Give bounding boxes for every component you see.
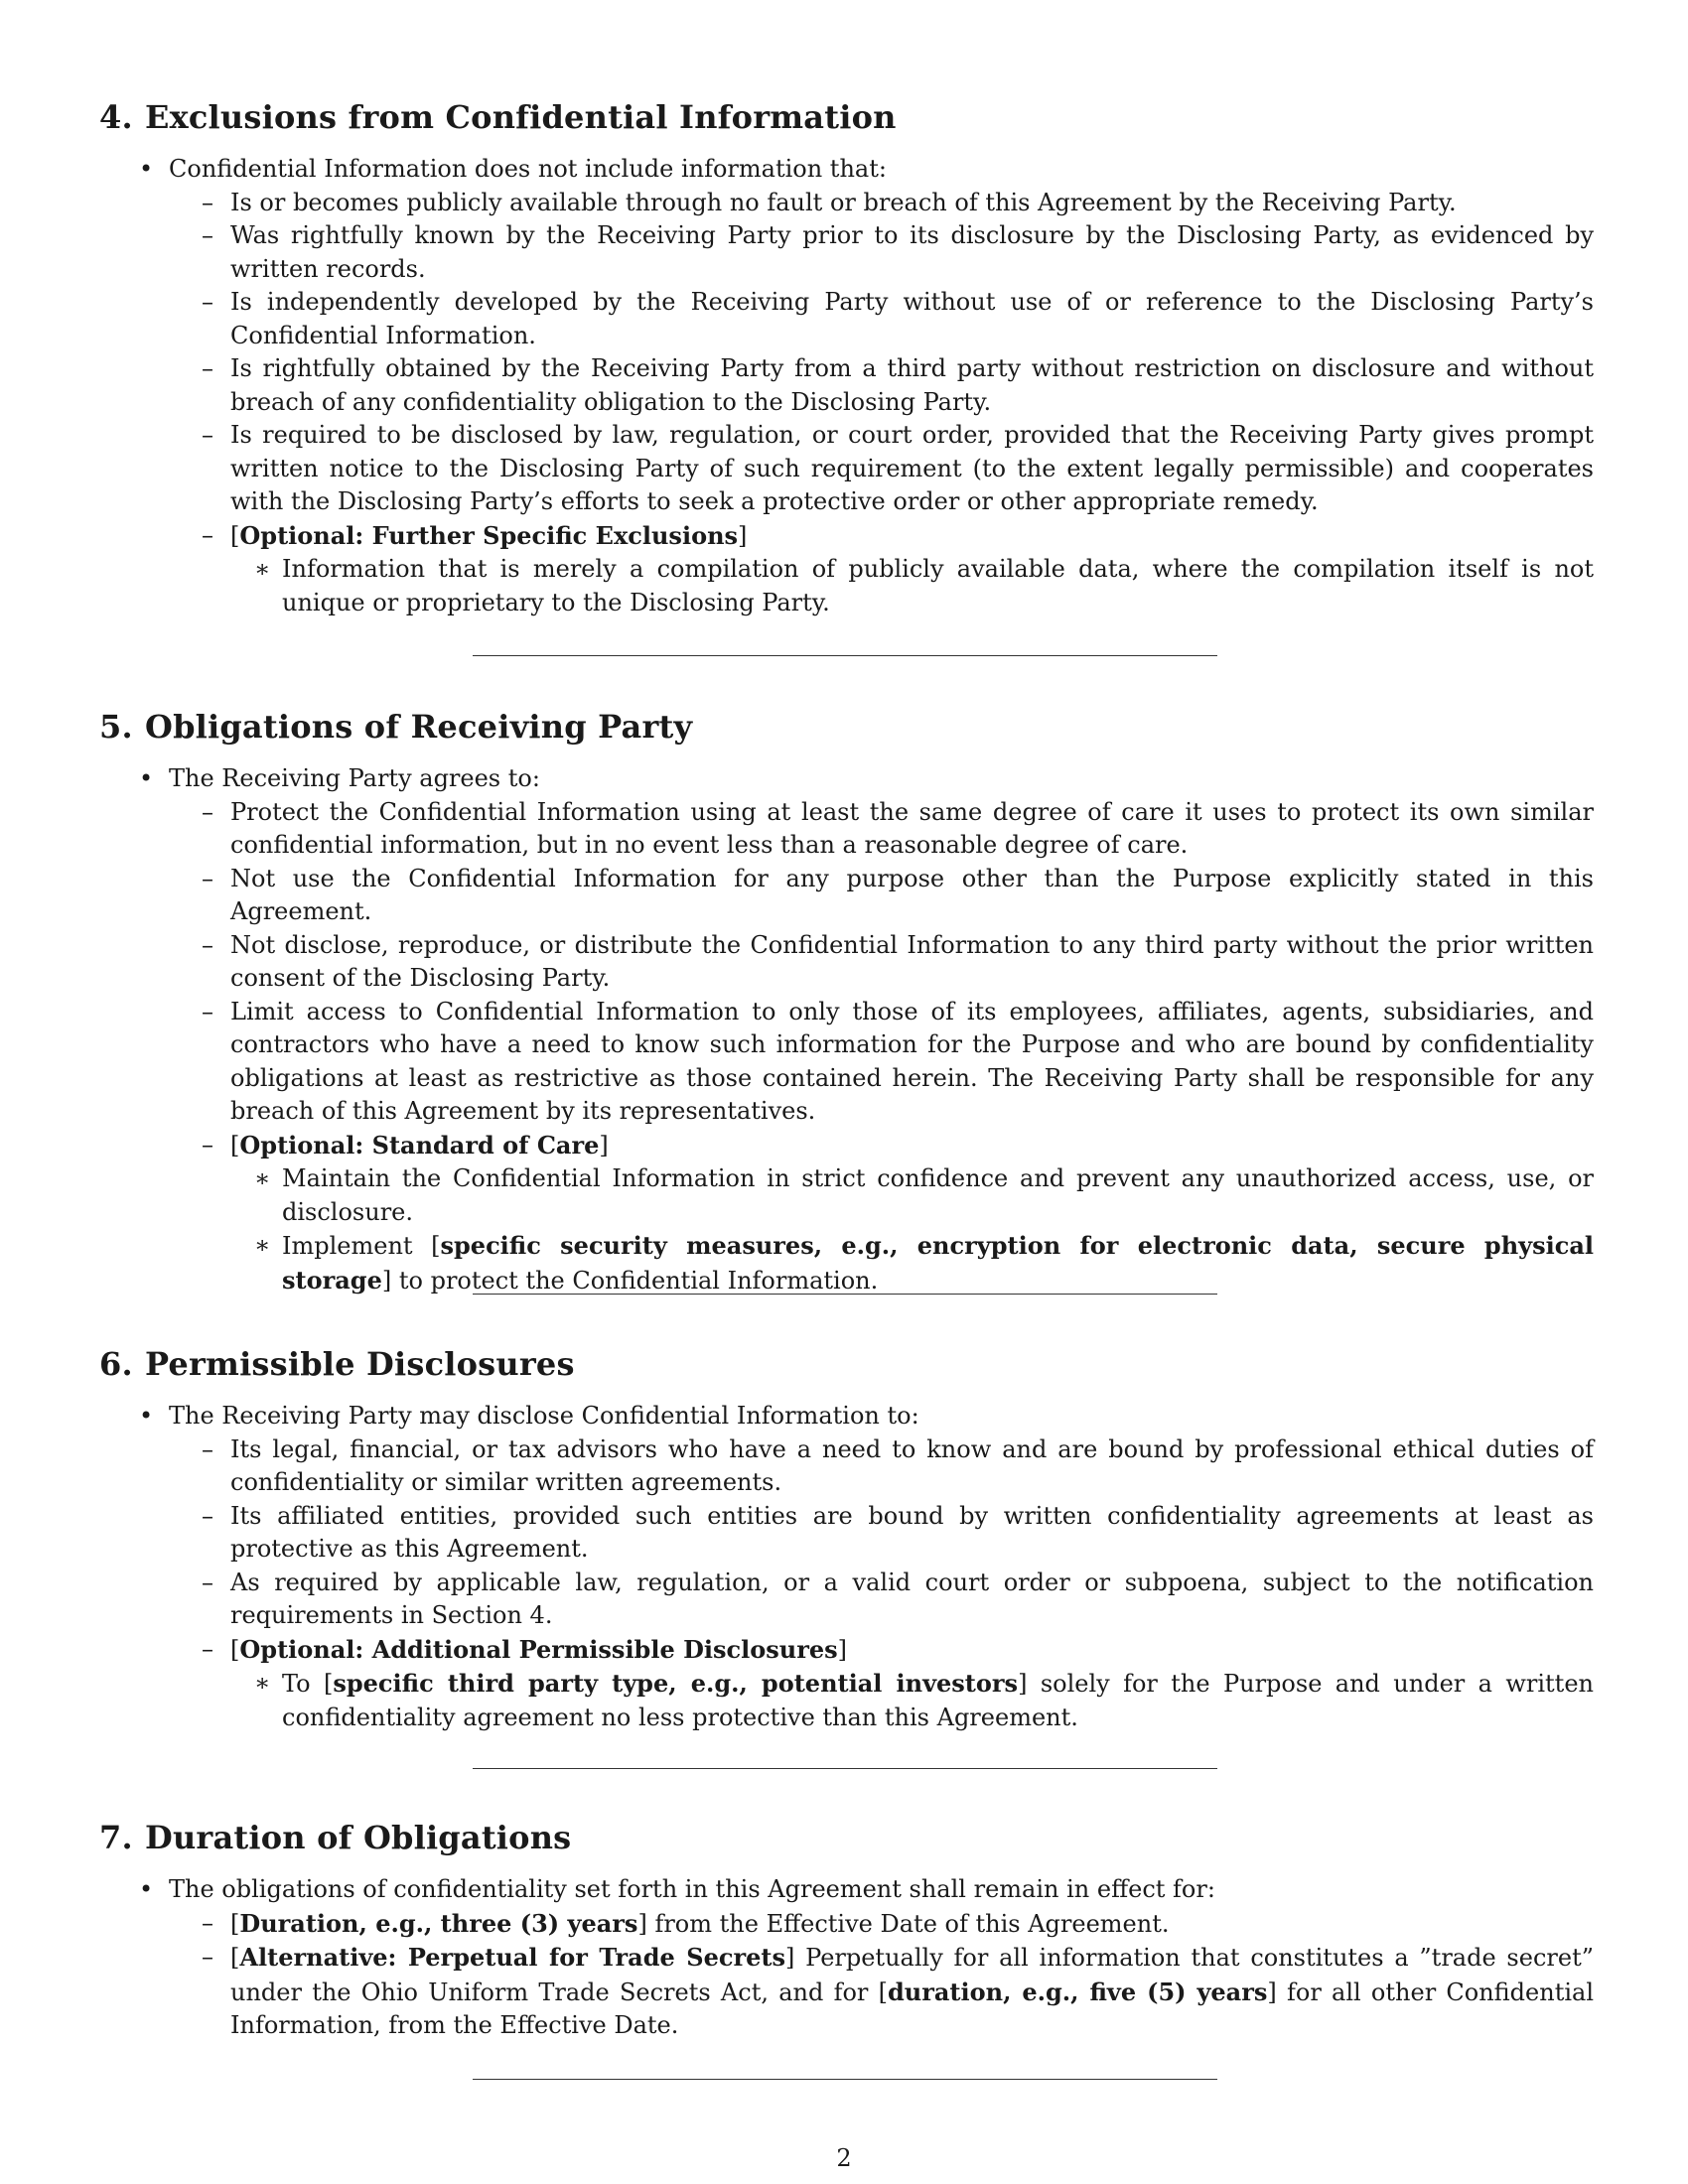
item-text: Its affiliated entities, provided such entities are bound by written confidentiality agreements at least as protective as this Agreement. (230, 1501, 1594, 1563)
sub-item-text: Information that is merely a compilation of publicly available data, where the compilation itself is not unique or proprietary to the Disclosing Party. (282, 555, 1594, 616)
sub-item-text: Implement (282, 1232, 432, 1260)
asterisk-icon: ∗ (254, 1231, 271, 1259)
bullet-icon: • (139, 1875, 154, 1903)
dash-icon: – (202, 354, 213, 382)
placeholder-term: duration, e.g., five (5) years (887, 1977, 1268, 2006)
page-number: 2 (836, 2144, 852, 2172)
list-item (169, 996, 1594, 1129)
bullet-item (99, 1400, 1594, 1734)
item-text: Is independently developed by the Receiving Party without use of or reference to the Disclosing Party’s Confidential Information. (230, 288, 1594, 349)
bullet-icon: • (139, 764, 154, 792)
sub-list (230, 1162, 1594, 1297)
asterisk-icon: ∗ (254, 1669, 271, 1697)
section-heading (99, 707, 1594, 747)
dash-icon: – (202, 930, 213, 959)
horizontal-rule (473, 1294, 1217, 1295)
placeholder-term: Duration, e.g., three (3) years (239, 1908, 638, 1938)
alternative-label: Alternative: Perpetual for Trade Secrets (239, 1943, 785, 1972)
dash-icon: – (202, 520, 213, 549)
section-6 (99, 1344, 1594, 1734)
dash-icon: – (202, 188, 213, 216)
placeholder-term: specific security measures, e.g., encryption for electronic data, secure physical storage (282, 1231, 1594, 1295)
list-item (169, 1567, 1594, 1633)
dash-list (169, 1907, 1594, 2043)
item-text: Is or becomes publicly available through no fault or breach of this Agreement by the Receiving Party. (230, 188, 1457, 216)
bullet-intro: Confidential Information does not include information that: (169, 155, 887, 183)
dash-icon: – (202, 1634, 213, 1663)
list-item (169, 863, 1594, 929)
sub-item-text: To (282, 1670, 324, 1698)
sub-list-item (230, 553, 1594, 619)
section-number: 6. (99, 1345, 133, 1383)
sub-list (230, 553, 1594, 619)
item-text: for all other Confidential Information, from the Effective Date. (230, 1978, 1595, 2039)
section-title: Duration of Obligations (145, 1819, 572, 1856)
list-item (169, 187, 1594, 220)
dash-icon: – (202, 1568, 213, 1596)
item-text: Is rightfully obtained by the Receiving Party from a third party without restriction on disclosure and without breach of any confidentiality obligation to the Disclosing Party. (230, 354, 1594, 416)
section-4 (99, 97, 1594, 619)
bullet-icon: • (139, 1402, 154, 1430)
list-item (169, 1500, 1594, 1567)
item-text: Perpetually for all information that constitutes a ”trade secret” under the Ohio Uniform Trade Secrets Act, and for (230, 1944, 1594, 2006)
dash-icon: – (202, 864, 213, 892)
dash-icon: – (202, 1130, 213, 1159)
dash-list (169, 187, 1594, 620)
section-number: 4. (99, 98, 133, 136)
list-item: – [Optional: Standard of Care] ∗ Maintain the Confidential Information in strict confidence and prevent any unauthorized access, use, or disclosure. ∗ Implement [specific security measures, e.g., encryption for electronic data, secure physical storage] to protect the Confidential Information. (169, 1129, 1594, 1298)
list-item (169, 286, 1594, 352)
list-item: – [Duration, e.g., three (3) years] from the Effective Date of this Agreement. (169, 1907, 1594, 1942)
sub-list-item: ∗ Implement [specific security measures, e.g., encryption for electronic data, secure physical storage] to protect the Confidential Information. (254, 1231, 1594, 1295)
dash-icon: – (202, 288, 213, 316)
item-text: Is required to be disclosed by law, regulation, or court order, provided that the Receiving Party gives prompt written notice to the Disclosing Party of such requirement (to the extent legally permissible) and cooperates with the Disclosing Party’s efforts to seek a protective order or other appropriate remedy. (230, 421, 1594, 515)
dash-icon: – (202, 221, 213, 249)
sub-list-item (230, 1162, 1594, 1229)
asterisk-icon: ∗ (254, 1164, 271, 1192)
sub-list-item: ∗ To [specific third party type, e.g., potential investors] solely for the Purpose and under a written confidentiality agreement no less protective than this Agreement. (254, 1669, 1594, 1731)
list-item (169, 1433, 1594, 1500)
bullet-item (99, 1873, 1594, 2043)
list-item: – [Optional: Additional Permissible Disclosures] ∗ To [specific third party type, e.g., potential investors] solely for the Purpose and under a written confidentiality agreement no less protective than this Agreement. (169, 1633, 1594, 1735)
sub-item-text: solely for the Purpose and under a written confidentiality agreement no less protective than this Agreement. (282, 1670, 1594, 1731)
section-number: 5. (99, 708, 133, 746)
optional-label: Optional: Further Specific Exclusions (239, 520, 739, 550)
bullet-icon: • (139, 155, 154, 183)
dash-list (169, 796, 1594, 1298)
item-text: Was rightfully known by the Receiving Party prior to its disclosure by the Disclosing Party, as evidenced by written records. (230, 221, 1594, 283)
bullet-intro: The obligations of confidentiality set forth in this Agreement shall remain in effect for: (169, 1875, 1215, 1903)
section-title: Permissible Disclosures (145, 1345, 575, 1383)
dash-icon: – (202, 1908, 213, 1937)
item-text: As required by applicable law, regulation, or a valid court order or subpoena, subject to the notification requirements in Section 4. (230, 1568, 1594, 1629)
dash-icon: – (202, 421, 213, 449)
list-item (169, 796, 1594, 863)
item-text: from the Effective Date of this Agreement. (646, 1909, 1170, 1938)
section-heading (99, 97, 1594, 137)
section-title: Obligations of Receiving Party (145, 708, 693, 746)
sub-item-text: to protect the Confidential Information. (391, 1266, 879, 1295)
list-item (169, 929, 1594, 996)
asterisk-icon: ∗ (254, 555, 271, 583)
section-5 (99, 707, 1594, 1297)
bullet-intro: The Receiving Party agrees to: (169, 764, 540, 792)
optional-label: Optional: Additional Permissible Disclosures (239, 1634, 838, 1664)
item-text: Protect the Confidential Information using at least the same degree of care it uses to protect its own similar confidential information, but in no event less than a reasonable degree of care. (230, 797, 1594, 859)
section-number: 7. (99, 1819, 133, 1856)
placeholder-term: specific third party type, e.g., potential investors (333, 1669, 1019, 1698)
section-heading (99, 1344, 1594, 1384)
list-item: – [Optional: Further Specific Exclusions] ∗ Information that is merely a compilation of publicly available data, where the compilation itself is not unique or proprietary to the Disclosing Party. (169, 519, 1594, 620)
horizontal-rule (473, 2079, 1217, 2080)
dash-icon: – (202, 797, 213, 826)
bullet-item (99, 762, 1594, 1297)
dash-icon: – (202, 1434, 213, 1463)
dash-icon: – (202, 997, 213, 1025)
item-text: Not use the Confidential Information for any purpose other than the Purpose explicitly stated in this Agreement. (230, 864, 1594, 925)
optional-label: Optional: Standard of Care (239, 1130, 600, 1160)
horizontal-rule (473, 1768, 1217, 1769)
list-item: – [Alternative: Perpetual for Trade Secrets] Perpetually for all information that constitutes a ”trade secret” under the Ohio Uniform Trade Secrets Act, and for [duration, e.g., five (5) years] for all other Confidential Information, from the Effective Date. (202, 1943, 1595, 2039)
section-heading (99, 1818, 1594, 1857)
item-text: Its legal, financial, or tax advisors who have a need to know and are bound by professional ethical duties of confidentiality or similar written agreements. (230, 1434, 1594, 1496)
item-text: Limit access to Confidential Information to only those of its employees, affiliates, agents, subsidiaries, and contractors who have a need to know such information for the Purpose and who are bound by confidentiality obligations at least as restrictive as those contained herein. The Receiving Party shall be responsible for any breach of this Agreement by its representatives. (230, 997, 1594, 1125)
bullet-intro: The Receiving Party may disclose Confidential Information to: (169, 1402, 919, 1430)
sub-list (230, 1667, 1594, 1734)
list-item (169, 219, 1594, 286)
section-title: Exclusions from Confidential Information (145, 98, 897, 136)
bullet-item (99, 153, 1594, 619)
sub-item-text: Maintain the Confidential Information in strict confidence and prevent any unauthorized access, use, or disclosure. (282, 1164, 1594, 1226)
dash-icon: – (202, 1943, 213, 1971)
dash-list (169, 1433, 1594, 1735)
horizontal-rule (473, 655, 1217, 656)
dash-icon: – (202, 1501, 213, 1530)
list-item (169, 419, 1594, 519)
section-7 (99, 1818, 1594, 2043)
list-item (169, 352, 1594, 419)
item-text: Not disclose, reproduce, or distribute the Confidential Information to any third party without the prior written consent of the Disclosing Party. (230, 930, 1594, 992)
